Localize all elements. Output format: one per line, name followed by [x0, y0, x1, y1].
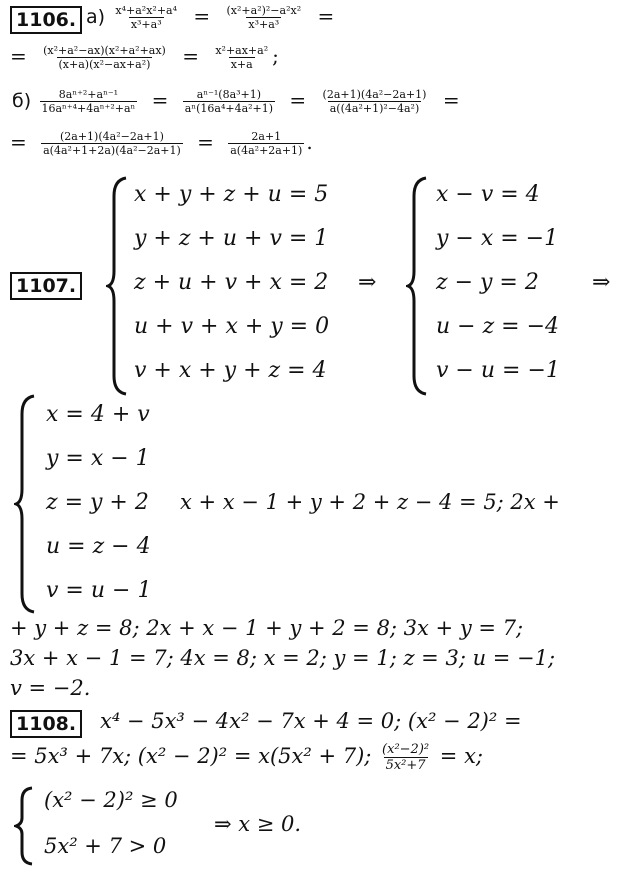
inequality: 5x² + 7 > 0 — [44, 834, 167, 858]
problem-1106-a-line2: = $\frac{\text{(x²+a²−ax)(x²+a²+ax)}}{\text{(x+a)(x²−ax+a²)}}$ = $\frac{\text{x²+ax+a²}}{x+a}$ ; — [10, 44, 279, 71]
conclusion-text: ⇒ x ≥ 0. — [214, 812, 302, 836]
equation: z + u + v + x = 2 — [134, 270, 329, 295]
fraction: $\frac{\text{x⁴+a²x²+a⁴}}{\text{x³+a³}}$ — [115, 4, 178, 31]
equation: y − x = −1 — [436, 226, 559, 251]
implies-arrow: ⇒ — [592, 270, 611, 295]
implies-arrow: ⇒ — [358, 270, 377, 295]
equation: y + z + u + v = 1 — [134, 226, 329, 251]
equation: u − z = −4 — [436, 314, 560, 339]
left-brace-icon — [14, 786, 34, 866]
solution-text: 3x + x − 1 = 7; 4x = 8; x = 2; y = 1; z = 3; u = −1; — [10, 646, 556, 670]
fraction: $\frac{\text{x²+ax+a²}}{x+a}$ — [215, 44, 269, 71]
fraction: $\frac{\text{(2a+1)(4a²−2a+1)}}{\text{a(4a²+1+2a)(4a²−2a+1)}}$ — [43, 130, 181, 157]
equation: v + x + y + z = 4 — [134, 358, 327, 383]
equation: v − u = −1 — [436, 358, 560, 383]
left-brace-icon — [106, 176, 128, 396]
fraction: $\frac{\text{8aⁿ⁺²+aⁿ⁻¹}}{\text{16aⁿ⁺⁴+4aⁿ⁺²+aⁿ}}$ — [41, 88, 136, 115]
solution-text: x⁴ − 5x³ − 4x² − 7x + 4 = 0; (x² − 2)² = — [100, 709, 522, 733]
inequality: (x² − 2)² ≥ 0 — [44, 788, 178, 812]
solution-text: = 5x³ + 7x; (x² − 2)² = x(5x² + 7); — [10, 744, 372, 768]
solution-text: + y + z = 8; 2x + x − 1 + y + 2 = 8; 3x + y = 7; — [10, 616, 524, 640]
problem-1108-line2 — [10, 742, 483, 773]
equation: x + y + z + u = 5 — [134, 182, 329, 207]
equation: x − v = 4 — [436, 182, 540, 207]
fraction: $\frac{\text{(2a+1)(4a²−2a+1)}}{\text{a((4a²+1)²−4a²)}}$ — [322, 88, 427, 115]
problem-number-1108: 1108. — [10, 710, 82, 738]
problem-1106-b-line2: = $\frac{\text{(2a+1)(4a²−2a+1)}}{\text{a(4a²+1+2a)(4a²−2a+1)}}$ = $\frac{2a+1}{\text{a(4a²+2a+1)}}$ . — [10, 130, 313, 157]
solution-text: x + x − 1 + y + 2 + z − 4 = 5; 2x + — [180, 490, 560, 514]
problem-number-1107: 1107. — [10, 272, 82, 300]
part-b-label: б) — [12, 90, 32, 112]
equation: z − y = 2 — [436, 270, 539, 295]
fraction: $\frac{\text{(x²+a²)²−a²x²}}{\text{x³+a³}}$ — [226, 4, 302, 31]
equation: y = x − 1 — [46, 446, 150, 471]
fraction: $\frac{2a+1}{\text{a(4a²+2a+1)}}$ — [230, 130, 303, 157]
equation: u + v + x + y = 0 — [134, 314, 330, 339]
solution-text: v = −2. — [10, 676, 91, 700]
problem-number-1106: 1106. — [10, 6, 82, 34]
equation: u = z − 4 — [46, 534, 151, 559]
equation: x = 4 + v — [46, 402, 150, 427]
left-brace-icon — [406, 176, 428, 396]
equation: z = y + 2 — [46, 490, 149, 515]
problem-1106-b-line1: б) $\frac{\text{8aⁿ⁺²+aⁿ⁻¹}}{\text{16aⁿ⁺⁴+4aⁿ⁺²+aⁿ}}$ = $\frac{\text{aⁿ⁻¹(8a³+1)}}{\text{aⁿ(16a⁴+4a²+1)}}$ = $\frac{\text{(2a+1)(4a²−2a+1)}}{\text{a((4a²+1)²−4a²)}}$ = — [12, 88, 460, 115]
fraction: $\frac{\text{(x²−2)²}}{\text{5x²+7}}$ — [382, 742, 430, 773]
solution-text: = x; — [439, 744, 483, 768]
equation: v = u − 1 — [46, 578, 152, 603]
fraction: $\frac{\text{aⁿ⁻¹(8a³+1)}}{\text{aⁿ(16a⁴+4a²+1)}}$ — [184, 88, 274, 115]
part-a-label: а) — [86, 6, 106, 28]
left-brace-icon — [14, 394, 36, 614]
fraction: $\frac{\text{(x²+a²−ax)(x²+a²+ax)}}{\text{(x+a)(x²−ax+a²)}}$ — [43, 44, 166, 71]
problem-1106-a-line1: а) $\frac{\text{x⁴+a²x²+a⁴}}{\text{x³+a³}}$ = $\frac{\text{(x²+a²)²−a²x²}}{\text{x³+a³}}$ = — [86, 4, 335, 31]
